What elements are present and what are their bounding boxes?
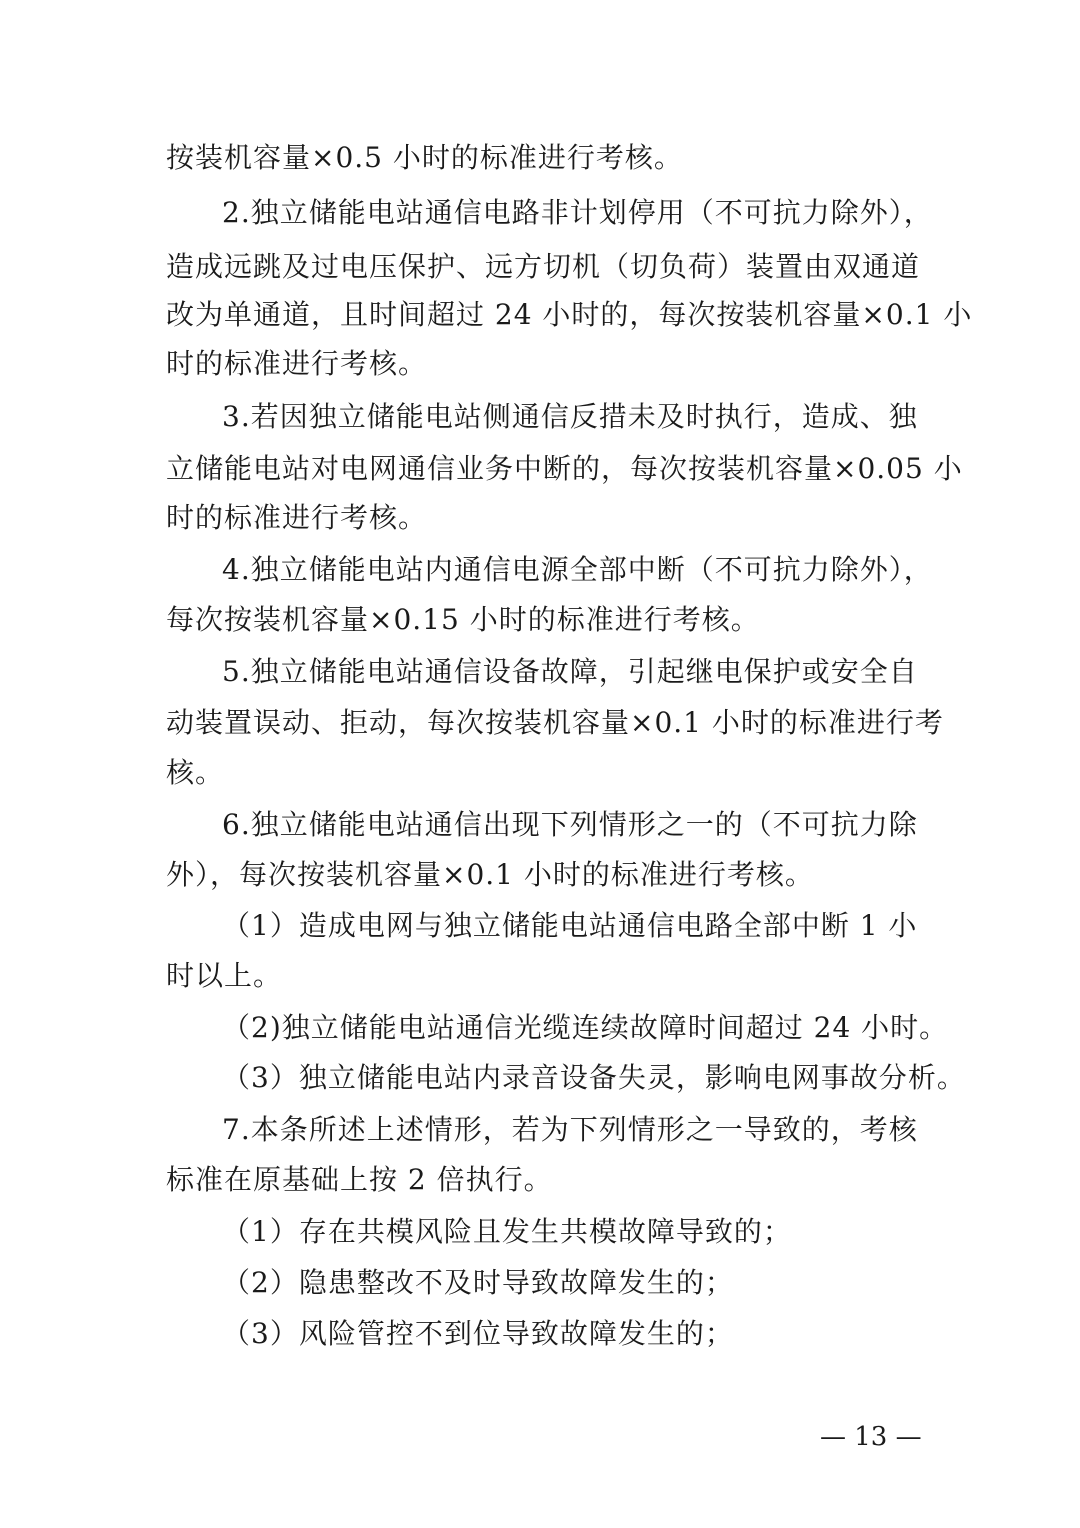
text-line: 6.独立储能电站通信出现下列情形之一的（不可抗力除 [222, 808, 918, 841]
text-line: 改为单通道，且时间超过 24 小时的，每次按装机容量×0.1 小 [166, 298, 973, 331]
text-line: 时的标准进行考核。 [166, 501, 428, 534]
text-line: 外），每次按装机容量×0.1 小时的标准进行考核。 [166, 858, 814, 891]
text-line: 立储能电站对电网通信业务中断的，每次按装机容量×0.05 小 [166, 452, 963, 485]
text-line: 造成远跳及过电压保护、远方切机（切负荷）装置由双通道 [166, 250, 921, 283]
text-line: 按装机容量×0.5 小时的标准进行考核。 [166, 141, 683, 174]
text-line: （3）独立储能电站内录音设备失灵，影响电网事故分析。 [222, 1061, 966, 1094]
text-line: 标准在原基础上按 2 倍执行。 [166, 1163, 553, 1196]
text-line: （3）风险管控不到位导致故障发生的； [222, 1317, 734, 1350]
text-line: 5.独立储能电站通信设备故障，引起继电保护或安全自 [222, 655, 918, 688]
page-number: — 13 — [820, 1422, 922, 1452]
text-line: 7.本条所述上述情形，若为下列情形之一导致的，考核 [222, 1113, 918, 1146]
text-line: 动装置误动、拒动，每次按装机容量×0.1 小时的标准进行考 [166, 706, 944, 739]
text-line: （2)独立储能电站通信光缆连续故障时间超过 24 小时。 [222, 1011, 949, 1044]
text-line: （2）隐患整改不及时导致故障发生的； [222, 1266, 734, 1299]
text-line: （1）造成电网与独立储能电站通信电路全部中断 1 小 [222, 909, 918, 942]
text-line: 4.独立储能电站内通信电源全部中断（不可抗力除外）， [222, 553, 933, 586]
text-line: 时以上。 [166, 959, 283, 992]
text-line: （1）存在共模风险且发生共模故障导致的； [222, 1215, 792, 1248]
text-line: 核。 [166, 756, 225, 789]
text-line: 3.若因独立储能电站侧通信反措未及时执行，造成、独 [222, 400, 918, 433]
text-line: 2.独立储能电站通信电路非计划停用（不可抗力除外）， [222, 196, 933, 229]
text-line: 时的标准进行考核。 [166, 347, 428, 380]
text-line: 每次按装机容量×0.15 小时的标准进行考核。 [166, 603, 760, 636]
